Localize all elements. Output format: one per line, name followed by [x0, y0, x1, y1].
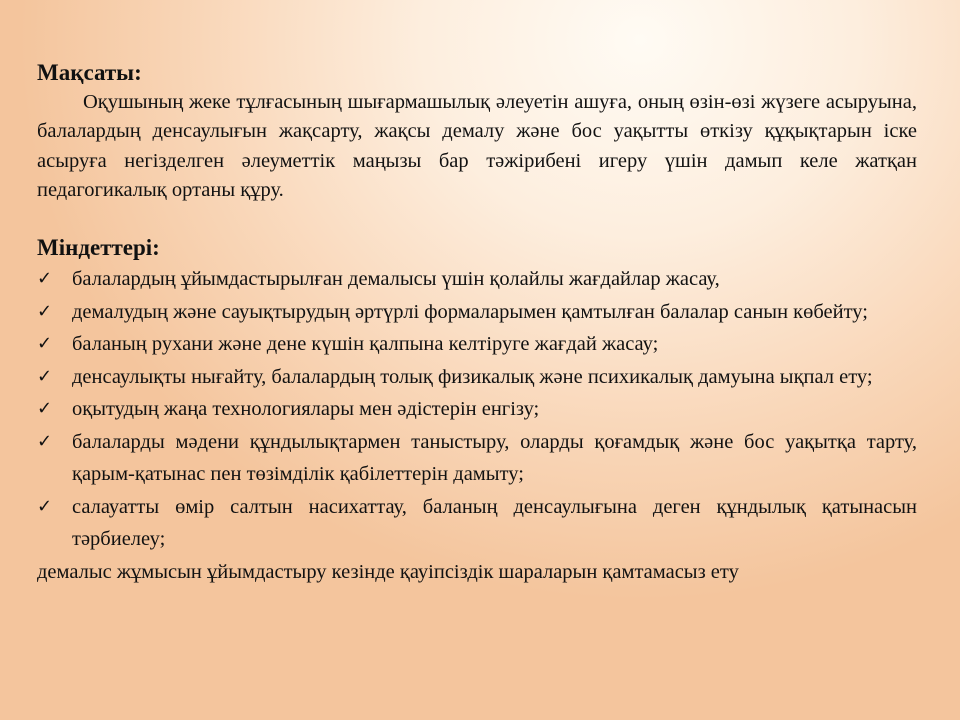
task-text: демалудың және сауықтырудың әртүрлі формаларымен қамтылған балалар санын көбейту;: [72, 300, 868, 323]
task-text: салауатты өмір салтын насихаттау, баланың денсаулығына деген құндылық қатынасын тәрбиелеу;: [72, 495, 917, 551]
check-icon: ✓: [37, 268, 53, 290]
check-icon: ✓: [37, 333, 53, 355]
task-item: [37, 328, 917, 361]
goal-text: Оқушының жеке тұлғасының шығармашылық әлеуетін ашуға, оның өзін-өзі жүзеге асыруына, балалардың денсаулығын жақсарту, жақсы демалу және бос уақытты өткізу құқықтарын іске асыруға негізделген әлеуметтік маңызы бар тәжірибені игеру үшін дамып келе жатқан педагогикалық ортаны құру.: [37, 91, 917, 201]
check-icon: ✓: [37, 495, 53, 517]
final-text: демалыс жұмысын ұйымдастыру кезінде қауіпсіздік шараларын қамтамасыз ету: [37, 560, 739, 583]
check-icon: ✓: [37, 365, 53, 387]
task-item: [37, 491, 917, 556]
tasks-heading: Міндеттері:: [37, 235, 160, 261]
task-text: балаларды мәдени құндылықтармен таныстыру, оларды қоғамдық және бос уақытқа тарту, қарым-қатынас пен төзімділік қабілеттерін дамыту;: [72, 430, 917, 486]
task-item: [37, 426, 917, 491]
goal-heading: Мақсаты:: [37, 60, 142, 85]
task-item: [37, 393, 917, 426]
slide-content: [37, 58, 917, 588]
task-item: [37, 361, 917, 394]
check-icon: ✓: [37, 398, 53, 420]
check-icon: ✓: [37, 300, 53, 322]
task-text: балалардың ұйымдастырылған демалысы үшін қолайлы жағдайлар жасау,: [72, 268, 720, 291]
task-item: [37, 296, 917, 329]
tasks-list: [37, 263, 917, 556]
task-text: оқытудың жаңа технологиялары мен әдістерін енгізу;: [72, 398, 540, 421]
check-icon: ✓: [37, 430, 53, 452]
task-item: [37, 263, 917, 296]
task-text: баланың рухани және дене күшін қалпына келтіруге жағдай жасау;: [72, 333, 659, 356]
task-text: денсаулықты нығайту, балалардың толық физикалық және психикалық дамуына ықпал ету;: [72, 365, 873, 388]
